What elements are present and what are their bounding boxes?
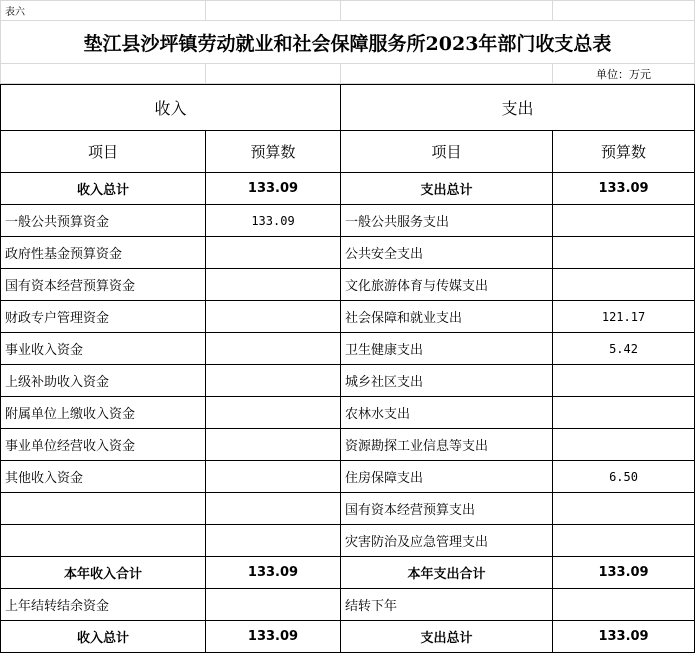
expense-value-cell: 133.09 (553, 173, 695, 205)
expense-item-cell: 农林水支出 (341, 397, 553, 429)
table-row (1, 397, 695, 429)
column-header-budget: 预算数 (553, 131, 695, 173)
expense-item-cell: 国有资本经营预算支出 (341, 493, 553, 525)
table-row (1, 205, 695, 237)
income-value-cell (206, 429, 341, 461)
income-item-cell: 收入总计 (1, 621, 206, 653)
expense-item-cell: 卫生健康支出 (341, 333, 553, 365)
income-item-cell: 上年结转结余资金 (1, 589, 206, 621)
income-value-cell (206, 525, 341, 557)
expense-item-cell: 公共安全支出 (341, 237, 553, 269)
income-item-cell: 上级补助收入资金 (1, 365, 206, 397)
expense-item-cell: 本年支出合计 (341, 557, 553, 589)
income-item-cell: 附属单位上缴收入资金 (1, 397, 206, 429)
income-item-cell (1, 525, 206, 557)
expense-value-cell (553, 205, 695, 237)
income-value-cell (206, 365, 341, 397)
expense-item-cell: 支出总计 (341, 173, 553, 205)
expense-value-cell (553, 397, 695, 429)
column-header-budget: 预算数 (206, 131, 341, 173)
table-row (1, 173, 695, 205)
table-row (1, 333, 695, 365)
table-row (1, 301, 695, 333)
expense-item-cell: 结转下年 (341, 589, 553, 621)
expense-value-cell (553, 525, 695, 557)
income-item-cell: 其他收入资金 (1, 461, 206, 493)
income-item-cell: 政府性基金预算资金 (1, 237, 206, 269)
column-header-item: 项目 (341, 131, 553, 173)
table-body (1, 173, 695, 653)
expense-item-cell: 一般公共服务支出 (341, 205, 553, 237)
expense-value-cell: 6.50 (553, 461, 695, 493)
income-value-cell (206, 589, 341, 621)
expense-value-cell (553, 493, 695, 525)
table-row (1, 525, 695, 557)
income-value-cell (206, 461, 341, 493)
income-header: 收入 (1, 85, 341, 131)
income-item-cell (1, 493, 206, 525)
expense-item-cell: 资源勘探工业信息等支出 (341, 429, 553, 461)
expense-value-cell (553, 365, 695, 397)
income-item-cell: 收入总计 (1, 173, 206, 205)
budget-table (0, 84, 695, 653)
income-value-cell (206, 333, 341, 365)
income-value-cell: 133.09 (206, 173, 341, 205)
income-value-cell (206, 493, 341, 525)
expense-value-cell (553, 589, 695, 621)
income-value-cell (206, 237, 341, 269)
table-row (1, 237, 695, 269)
header-table (0, 0, 695, 84)
income-item-cell: 事业收入资金 (1, 333, 206, 365)
income-value-cell (206, 301, 341, 333)
table-row (1, 365, 695, 397)
expense-value-cell: 121.17 (553, 301, 695, 333)
table-row (1, 461, 695, 493)
expense-item-cell: 支出总计 (341, 621, 553, 653)
table-row (1, 269, 695, 301)
expense-item-cell: 灾害防治及应急管理支出 (341, 525, 553, 557)
expense-item-cell: 文化旅游体育与传媒支出 (341, 269, 553, 301)
expense-value-cell (553, 237, 695, 269)
expense-item-cell: 社会保障和就业支出 (341, 301, 553, 333)
column-header-item: 项目 (1, 131, 206, 173)
income-value-cell: 133.09 (206, 205, 341, 237)
page-title: 垫江县沙坪镇劳动就业和社会保障服务所2023年部门收支总表 (1, 21, 695, 64)
income-item-cell: 一般公共预算资金 (1, 205, 206, 237)
income-value-cell: 133.09 (206, 557, 341, 589)
income-item-cell: 财政专户管理资金 (1, 301, 206, 333)
expense-value-cell: 133.09 (553, 621, 695, 653)
income-value-cell (206, 269, 341, 301)
table-row (1, 589, 695, 621)
income-item-cell: 本年收入合计 (1, 557, 206, 589)
unit-label: 单位：万元 (553, 64, 695, 84)
income-value-cell (206, 397, 341, 429)
income-item-cell: 事业单位经营收入资金 (1, 429, 206, 461)
expense-value-cell (553, 269, 695, 301)
table-row (1, 493, 695, 525)
expense-value-cell: 5.42 (553, 333, 695, 365)
expense-header: 支出 (341, 85, 695, 131)
expense-value-cell (553, 429, 695, 461)
income-value-cell: 133.09 (206, 621, 341, 653)
income-item-cell: 国有资本经营预算资金 (1, 269, 206, 301)
table-row (1, 557, 695, 589)
expense-item-cell: 城乡社区支出 (341, 365, 553, 397)
expense-value-cell: 133.09 (553, 557, 695, 589)
table-row (1, 621, 695, 653)
table-label: 表六 (1, 1, 206, 21)
table-row (1, 429, 695, 461)
expense-item-cell: 住房保障支出 (341, 461, 553, 493)
